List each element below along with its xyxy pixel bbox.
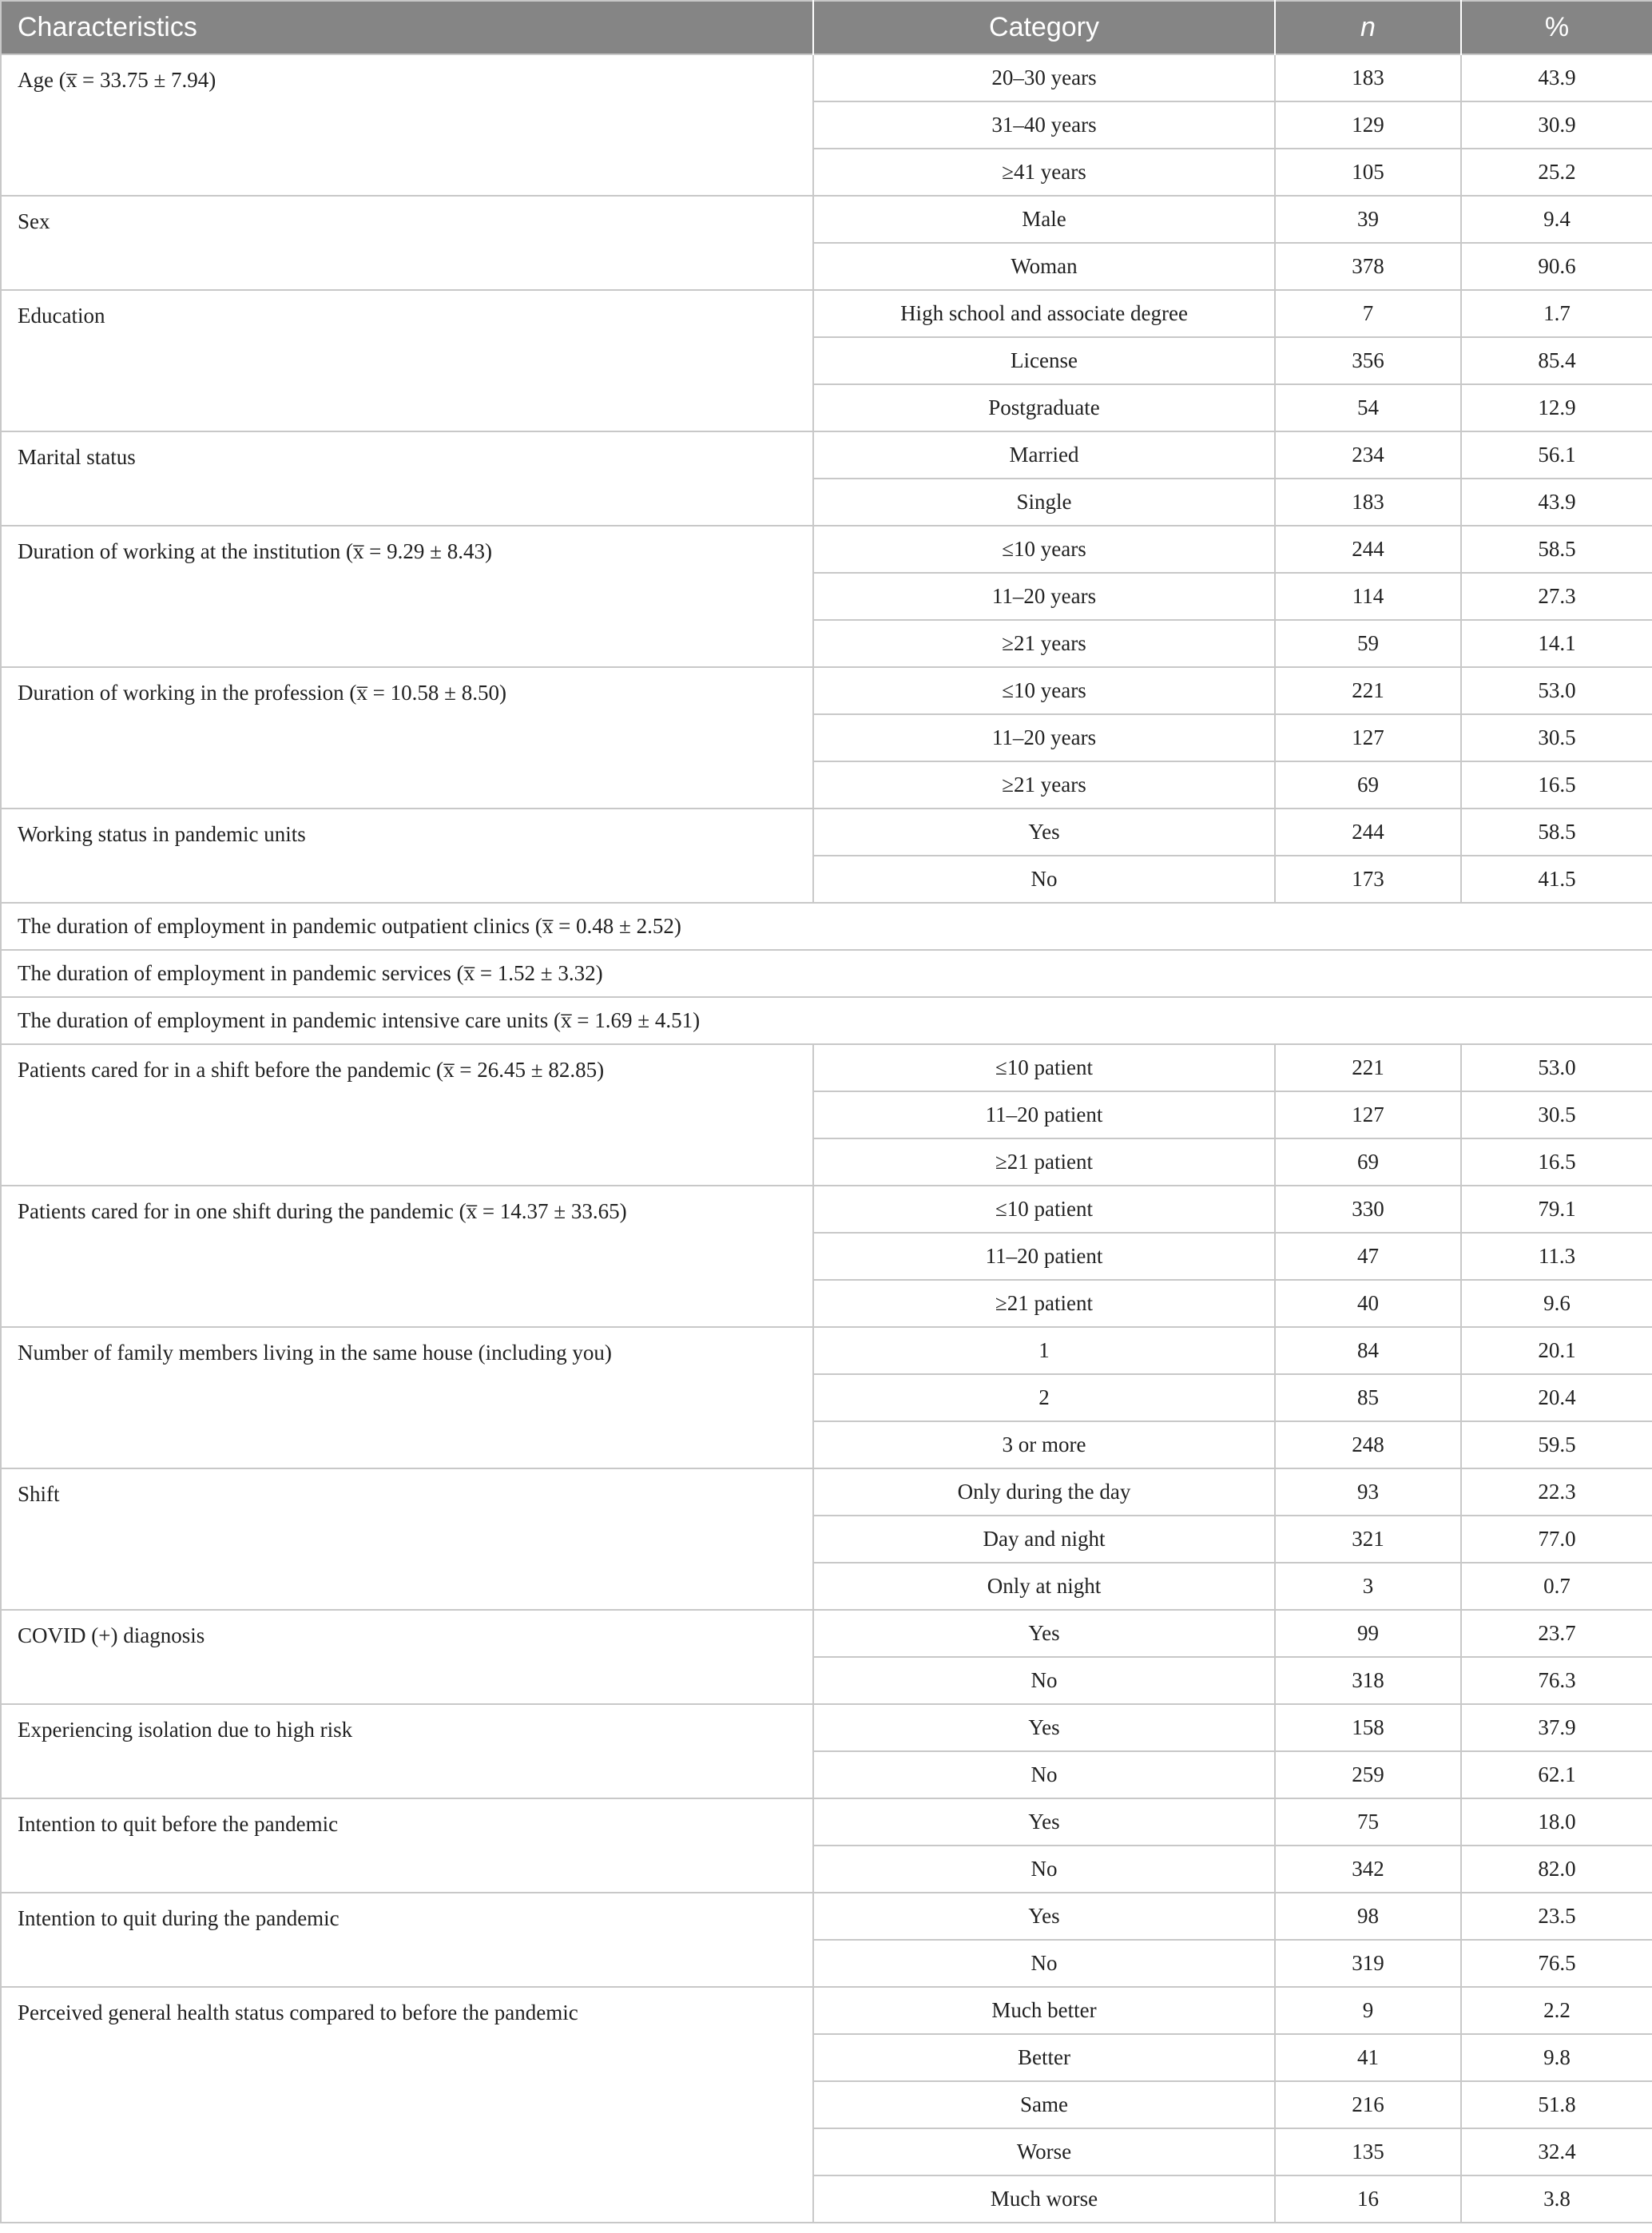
category-cell: Much worse: [813, 2175, 1275, 2223]
percent-cell: 41.5: [1461, 856, 1652, 903]
percent-cell: 9.4: [1461, 196, 1652, 243]
table-row: [1, 1704, 1652, 1751]
n-cell: 342: [1275, 1846, 1461, 1893]
category-cell: 11–20 patient: [813, 1233, 1275, 1280]
n-cell: 321: [1275, 1516, 1461, 1563]
percent-cell: 3.8: [1461, 2175, 1652, 2223]
n-cell: 93: [1275, 1468, 1461, 1516]
percent-cell: 14.1: [1461, 620, 1652, 667]
percent-cell: 20.4: [1461, 1374, 1652, 1421]
percent-cell: 43.9: [1461, 479, 1652, 526]
n-cell: 98: [1275, 1893, 1461, 1940]
category-cell: ≤10 patient: [813, 1044, 1275, 1091]
characteristic-label: Age (x̅ = 33.75 ± 7.94): [1, 54, 813, 196]
n-cell: 47: [1275, 1233, 1461, 1280]
table-row: [1, 1987, 1652, 2034]
n-cell: 248: [1275, 1421, 1461, 1468]
percent-cell: 79.1: [1461, 1186, 1652, 1233]
category-cell: 20–30 years: [813, 54, 1275, 101]
percent-cell: 30.9: [1461, 101, 1652, 149]
characteristic-label: Intention to quit during the pandemic: [1, 1893, 813, 1987]
n-cell: 259: [1275, 1751, 1461, 1798]
category-cell: 3 or more: [813, 1421, 1275, 1468]
table-row: [1, 1327, 1652, 1374]
table-row: [1, 950, 1652, 997]
header-characteristics: Characteristics: [1, 1, 813, 54]
table-row: [1, 903, 1652, 950]
n-cell: 69: [1275, 761, 1461, 809]
category-cell: ≥21 patient: [813, 1138, 1275, 1186]
category-cell: Single: [813, 479, 1275, 526]
category-cell: License: [813, 337, 1275, 384]
characteristic-label: Patients cared for in one shift during the pandemic (x̅ = 14.37 ± 33.65): [1, 1186, 813, 1327]
category-cell: Postgraduate: [813, 384, 1275, 431]
category-cell: 11–20 patient: [813, 1091, 1275, 1138]
category-cell: Woman: [813, 243, 1275, 290]
characteristic-label: Perceived general health status compared to before the pandemic: [1, 1987, 813, 2223]
percent-cell: 9.8: [1461, 2034, 1652, 2081]
n-cell: 318: [1275, 1657, 1461, 1704]
n-cell: 40: [1275, 1280, 1461, 1327]
n-cell: 221: [1275, 1044, 1461, 1091]
table-row: [1, 526, 1652, 573]
characteristic-label: Number of family members living in the same house (including you): [1, 1327, 813, 1468]
percent-cell: 23.5: [1461, 1893, 1652, 1940]
n-cell: 3: [1275, 1563, 1461, 1610]
percent-cell: 9.6: [1461, 1280, 1652, 1327]
characteristic-label: COVID (+) diagnosis: [1, 1610, 813, 1704]
table-row: [1, 997, 1652, 1044]
n-cell: 41: [1275, 2034, 1461, 2081]
n-cell: 75: [1275, 1798, 1461, 1846]
n-cell: 85: [1275, 1374, 1461, 1421]
header-percent: %: [1461, 1, 1652, 54]
header-row: [1, 1, 1652, 54]
percent-cell: 53.0: [1461, 1044, 1652, 1091]
percent-cell: 77.0: [1461, 1516, 1652, 1563]
percent-cell: 58.5: [1461, 809, 1652, 856]
characteristic-label: The duration of employment in pandemic intensive care units (x̅ = 1.69 ± 4.51): [1, 997, 1652, 1044]
category-cell: ≤10 years: [813, 667, 1275, 714]
category-cell: Male: [813, 196, 1275, 243]
percent-cell: 85.4: [1461, 337, 1652, 384]
percent-cell: 90.6: [1461, 243, 1652, 290]
table-row: [1, 431, 1652, 479]
n-cell: 84: [1275, 1327, 1461, 1374]
characteristic-label: Intention to quit before the pandemic: [1, 1798, 813, 1893]
characteristic-label: The duration of employment in pandemic outpatient clinics (x̅ = 0.48 ± 2.52): [1, 903, 1652, 950]
category-cell: ≤10 years: [813, 526, 1275, 573]
n-cell: 135: [1275, 2128, 1461, 2175]
category-cell: Yes: [813, 1893, 1275, 1940]
category-cell: Married: [813, 431, 1275, 479]
percent-cell: 62.1: [1461, 1751, 1652, 1798]
n-cell: 183: [1275, 479, 1461, 526]
n-cell: 330: [1275, 1186, 1461, 1233]
category-cell: Same: [813, 2081, 1275, 2128]
percent-cell: 0.7: [1461, 1563, 1652, 1610]
percent-cell: 16.5: [1461, 761, 1652, 809]
n-cell: 244: [1275, 809, 1461, 856]
n-cell: 127: [1275, 714, 1461, 761]
n-cell: 158: [1275, 1704, 1461, 1751]
category-cell: 1: [813, 1327, 1275, 1374]
percent-cell: 1.7: [1461, 290, 1652, 337]
n-cell: 39: [1275, 196, 1461, 243]
characteristic-label: Experiencing isolation due to high risk: [1, 1704, 813, 1798]
percent-cell: 12.9: [1461, 384, 1652, 431]
category-cell: Only at night: [813, 1563, 1275, 1610]
percent-cell: 32.4: [1461, 2128, 1652, 2175]
table-row: [1, 1798, 1652, 1846]
percent-cell: 2.2: [1461, 1987, 1652, 2034]
n-cell: 183: [1275, 54, 1461, 101]
n-cell: 114: [1275, 573, 1461, 620]
table-row: [1, 196, 1652, 243]
header-n: n: [1275, 1, 1461, 54]
category-cell: Yes: [813, 1704, 1275, 1751]
category-cell: 11–20 years: [813, 573, 1275, 620]
table-row: [1, 290, 1652, 337]
category-cell: ≥21 years: [813, 761, 1275, 809]
category-cell: Day and night: [813, 1516, 1275, 1563]
table-row: [1, 667, 1652, 714]
category-cell: ≥41 years: [813, 149, 1275, 196]
category-cell: ≥21 patient: [813, 1280, 1275, 1327]
percent-cell: 27.3: [1461, 573, 1652, 620]
percent-cell: 20.1: [1461, 1327, 1652, 1374]
n-cell: 105: [1275, 149, 1461, 196]
percent-cell: 16.5: [1461, 1138, 1652, 1186]
n-cell: 221: [1275, 667, 1461, 714]
characteristic-label: Working status in pandemic units: [1, 809, 813, 903]
table-row: [1, 809, 1652, 856]
characteristic-label: Duration of working in the profession (x̅ = 10.58 ± 8.50): [1, 667, 813, 809]
category-cell: No: [813, 1846, 1275, 1893]
category-cell: Yes: [813, 1798, 1275, 1846]
percent-cell: 53.0: [1461, 667, 1652, 714]
percent-cell: 37.9: [1461, 1704, 1652, 1751]
category-cell: Only during the day: [813, 1468, 1275, 1516]
characteristic-label: Marital status: [1, 431, 813, 526]
characteristic-label: Patients cared for in a shift before the pandemic (x̅ = 26.45 ± 82.85): [1, 1044, 813, 1186]
category-cell: 31–40 years: [813, 101, 1275, 149]
header-category: Category: [813, 1, 1275, 54]
percent-cell: 22.3: [1461, 1468, 1652, 1516]
category-cell: No: [813, 856, 1275, 903]
n-cell: 173: [1275, 856, 1461, 903]
category-cell: Yes: [813, 809, 1275, 856]
n-cell: 129: [1275, 101, 1461, 149]
characteristic-label: The duration of employment in pandemic services (x̅ = 1.52 ± 3.32): [1, 950, 1652, 997]
percent-cell: 25.2: [1461, 149, 1652, 196]
category-cell: Yes: [813, 1610, 1275, 1657]
category-cell: No: [813, 1940, 1275, 1987]
percent-cell: 58.5: [1461, 526, 1652, 573]
n-cell: 59: [1275, 620, 1461, 667]
n-cell: 356: [1275, 337, 1461, 384]
percent-cell: 82.0: [1461, 1846, 1652, 1893]
percent-cell: 23.7: [1461, 1610, 1652, 1657]
category-cell: Much better: [813, 1987, 1275, 2034]
n-cell: 319: [1275, 1940, 1461, 1987]
percent-cell: 43.9: [1461, 54, 1652, 101]
table-row: [1, 1044, 1652, 1091]
characteristic-label: Shift: [1, 1468, 813, 1610]
n-cell: 216: [1275, 2081, 1461, 2128]
percent-cell: 76.5: [1461, 1940, 1652, 1987]
table-row: [1, 1893, 1652, 1940]
category-cell: No: [813, 1751, 1275, 1798]
n-cell: 16: [1275, 2175, 1461, 2223]
percent-cell: 11.3: [1461, 1233, 1652, 1280]
category-cell: ≥21 years: [813, 620, 1275, 667]
category-cell: 2: [813, 1374, 1275, 1421]
percent-cell: 30.5: [1461, 1091, 1652, 1138]
n-cell: 244: [1275, 526, 1461, 573]
n-cell: 9: [1275, 1987, 1461, 2034]
n-cell: 69: [1275, 1138, 1461, 1186]
n-cell: 378: [1275, 243, 1461, 290]
table-row: [1, 1186, 1652, 1233]
n-cell: 54: [1275, 384, 1461, 431]
n-cell: 234: [1275, 431, 1461, 479]
percent-cell: 59.5: [1461, 1421, 1652, 1468]
table-body: [1, 54, 1652, 2223]
percent-cell: 30.5: [1461, 714, 1652, 761]
category-cell: Worse: [813, 2128, 1275, 2175]
characteristic-label: Duration of working at the institution (x̅ = 9.29 ± 8.43): [1, 526, 813, 667]
table-row: [1, 1468, 1652, 1516]
category-cell: High school and associate degree: [813, 290, 1275, 337]
percent-cell: 51.8: [1461, 2081, 1652, 2128]
n-cell: 99: [1275, 1610, 1461, 1657]
category-cell: ≤10 patient: [813, 1186, 1275, 1233]
percent-cell: 76.3: [1461, 1657, 1652, 1704]
characteristic-label: Education: [1, 290, 813, 431]
table-row: [1, 54, 1652, 101]
percent-cell: 18.0: [1461, 1798, 1652, 1846]
n-cell: 7: [1275, 290, 1461, 337]
category-cell: Better: [813, 2034, 1275, 2081]
category-cell: 11–20 years: [813, 714, 1275, 761]
table-row: [1, 1610, 1652, 1657]
characteristic-label: Sex: [1, 196, 813, 290]
n-cell: 127: [1275, 1091, 1461, 1138]
percent-cell: 56.1: [1461, 431, 1652, 479]
category-cell: No: [813, 1657, 1275, 1704]
